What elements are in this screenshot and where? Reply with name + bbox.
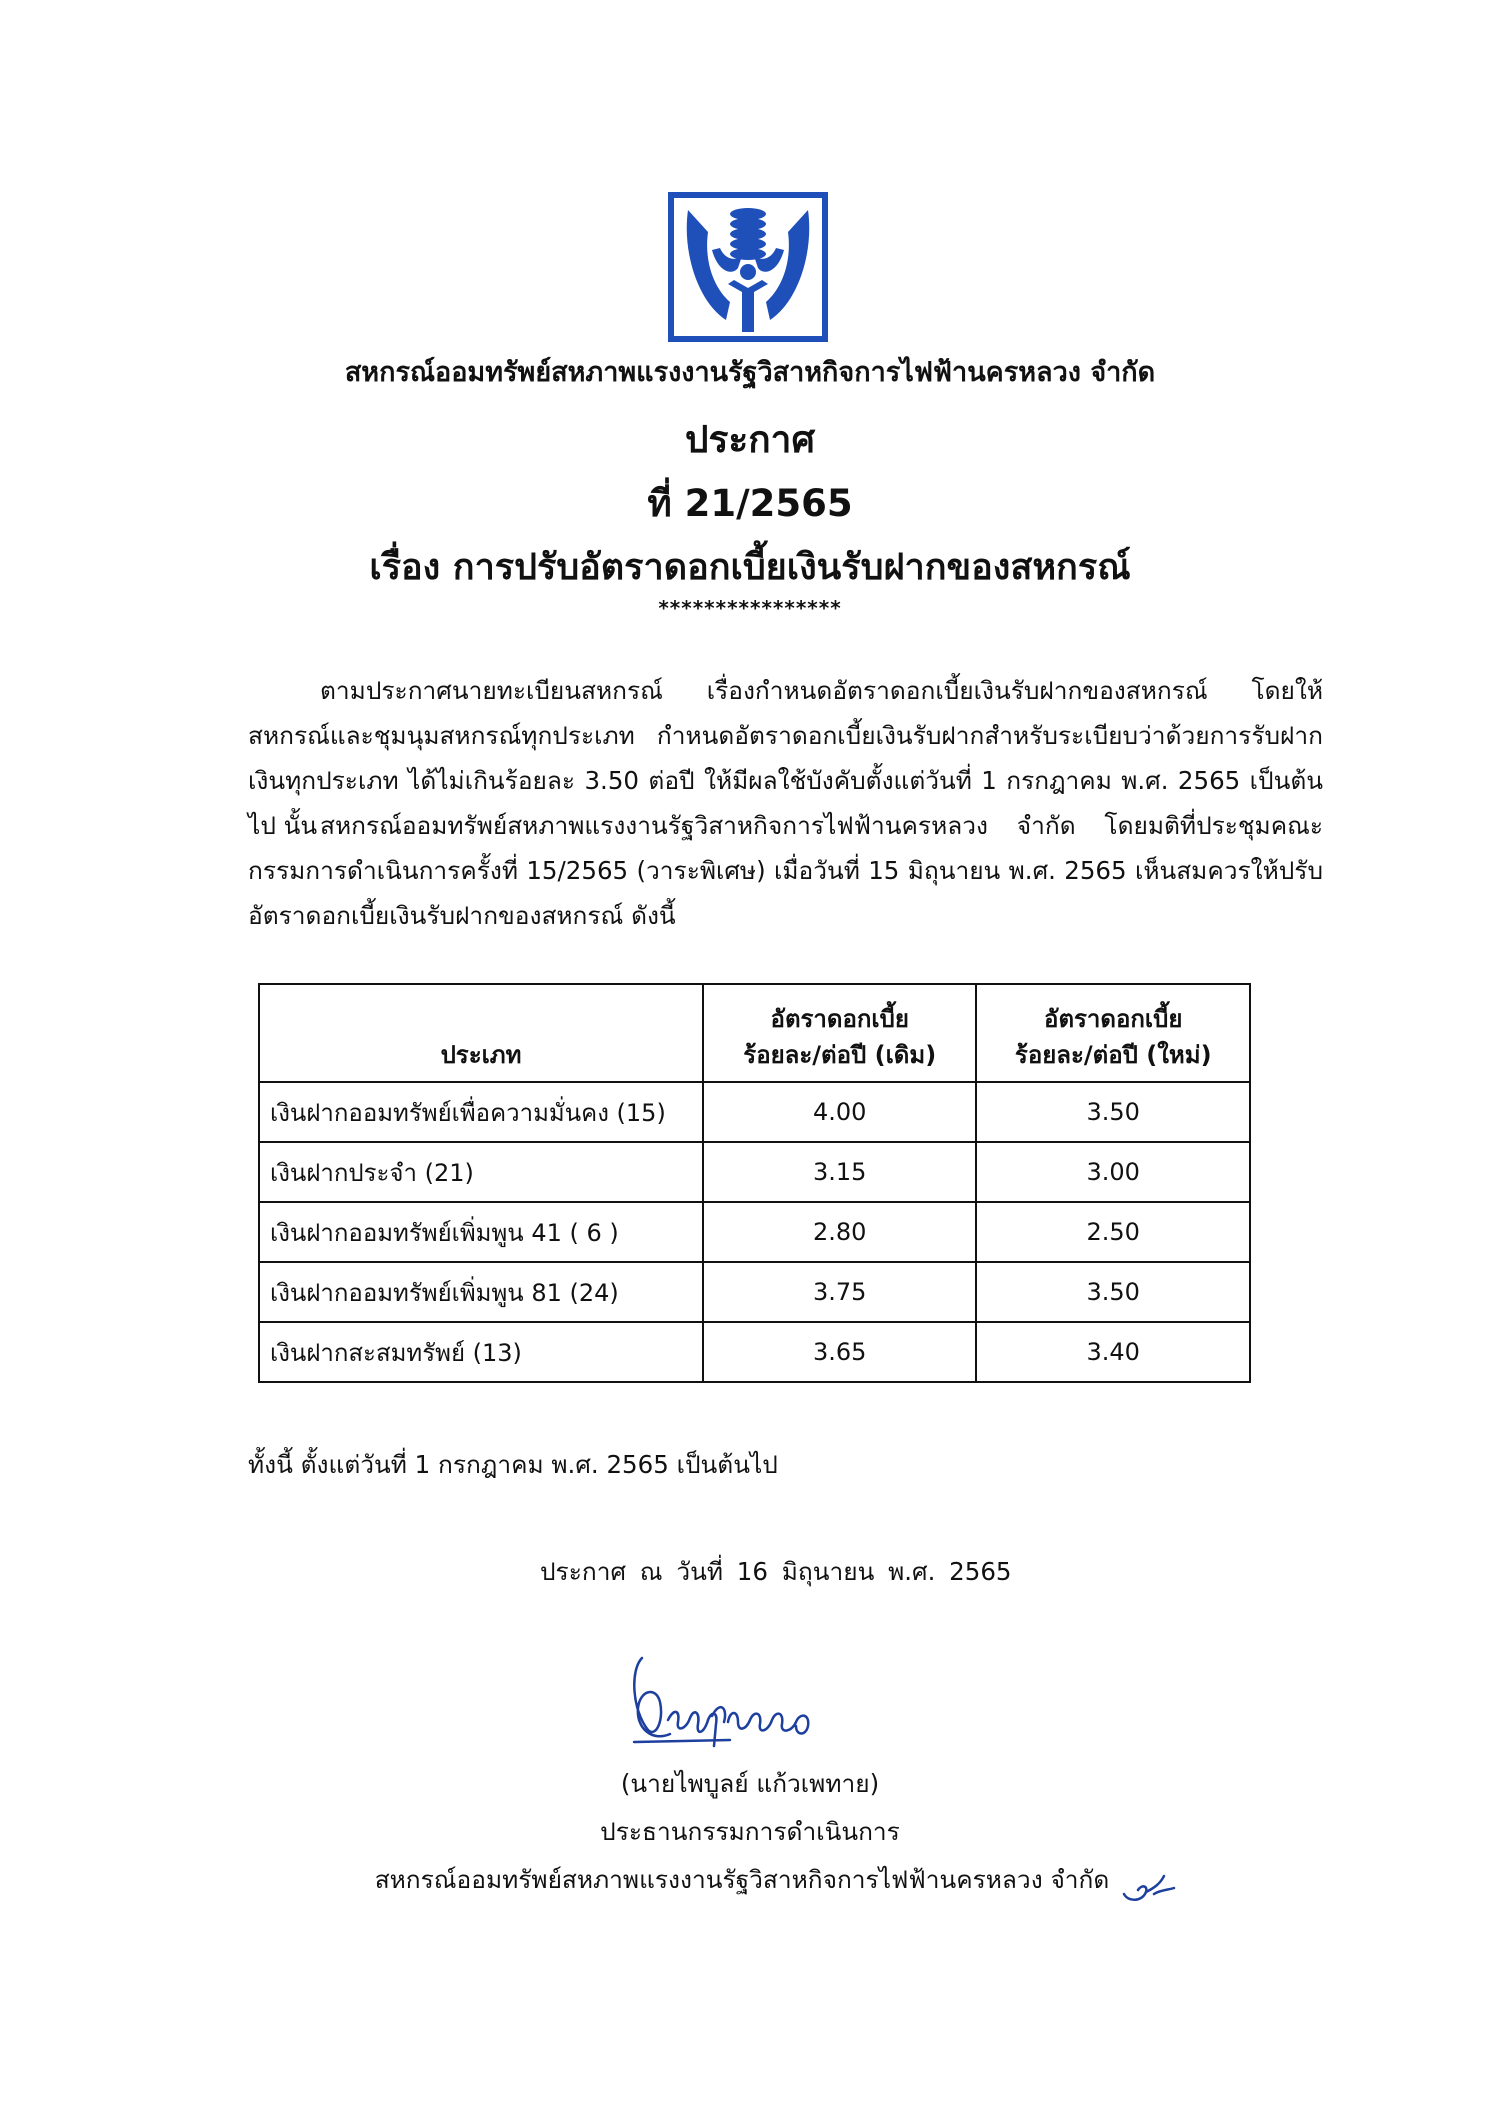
deposit-type-cell: เงินฝากออมทรัพย์เพื่อความมั่นคง (15) — [259, 1082, 703, 1142]
body-paragraph-2: สหกรณ์ออมทรัพย์สหภาพแรงงานรัฐวิสาหกิจการไฟฟ้านครหลวง จำกัด โดยมติที่ประชุมคณะกรรมการดำเนินการครั้งที่ 15/2565 (วาระพิเศษ) เมื่อวันที่ 15 มิถุนายน พ.ศ. 2565 เห็นสมควรให้ปรับอัตราดอกเบี้ยเงินรับฝากของสหกรณ์ ดังนี้ — [248, 811, 1323, 930]
header-new-rate — [976, 984, 1250, 1082]
old-rate-cell: 3.65 — [703, 1322, 977, 1382]
deposit-type-cell: เงินฝากออมทรัพย์เพิ่มพูน 41 ( 6 ) — [259, 1202, 703, 1262]
table-row — [259, 1322, 1250, 1382]
signer-organization: สหกรณ์ออมทรัพย์สหภาพแรงงานรัฐวิสาหกิจการไฟฟ้านครหลวง จำกัด — [374, 1865, 1110, 1894]
old-rate-cell: 3.15 — [703, 1142, 977, 1202]
signer-name: (นายไพบูลย์ แก้วเพทาย) — [620, 1769, 880, 1798]
body-paragraph-1: ตามประกาศนายทะเบียนสหกรณ์ เรื่องกำหนดอัตราดอกเบี้ยเงินรับฝากของสหกรณ์ โดยให้สหกรณ์และชุมนุมสหกรณ์ทุกประเภท กำหนดอัตราดอกเบี้ยเงินรับฝากสำหรับระเบียบว่าด้วยการรับฝากเงินทุกประเภท ได้ไม่เกินร้อยละ 3.50 ต่อปี ให้มีผลใช้บังคับตั้งแต่วันที่ 1 กรกฎาคม พ.ศ. 2565 เป็นต้นไป นั้น — [248, 676, 1323, 840]
new-rate-cell: 3.50 — [976, 1082, 1250, 1142]
table-row — [259, 1202, 1250, 1262]
header-type: ประเภท — [259, 984, 703, 1082]
header-new-rate-line2: ร้อยละ/ต่อปี (ใหม่) — [1014, 1041, 1212, 1069]
table-row — [259, 1262, 1250, 1322]
table-row — [259, 1082, 1250, 1142]
announcement-title: ประกาศ — [685, 418, 815, 461]
new-rate-cell: 3.00 — [976, 1142, 1250, 1202]
announcement-date: ประกาศ ณ วันที่ 16 มิถุนายน พ.ศ. 2565 — [540, 1557, 1012, 1586]
effective-date-text: ทั้งนี้ ตั้งแต่วันที่ 1 กรกฎาคม พ.ศ. 2565 เป็นต้นไป — [248, 1450, 778, 1479]
header-old-rate — [703, 984, 977, 1082]
announcement-subject: เรื่อง การปรับอัตราดอกเบี้ยเงินรับฝากของสหกรณ์ — [369, 547, 1131, 588]
old-rate-cell: 3.75 — [703, 1262, 977, 1322]
interest-rate-table — [258, 983, 1251, 1383]
signer-role: ประธานกรรมการดำเนินการ — [600, 1817, 900, 1846]
header-new-rate-line1: อัตราดอกเบี้ย — [1044, 1005, 1183, 1033]
deposit-type-cell: เงินฝากสะสมทรัพย์ (13) — [259, 1322, 703, 1382]
old-rate-cell: 4.00 — [703, 1082, 977, 1142]
org-name-heading: สหกรณ์ออมทรัพย์สหภาพแรงงานรัฐวิสาหกิจการไฟฟ้านครหลวง จำกัด — [344, 357, 1156, 388]
new-rate-cell: 3.50 — [976, 1262, 1250, 1322]
table-header-row — [259, 984, 1250, 1082]
initials-mark — [1120, 1868, 1176, 1908]
old-rate-cell: 2.80 — [703, 1202, 977, 1262]
deposit-type-cell: เงินฝากประจำ (21) — [259, 1142, 703, 1202]
table-row — [259, 1142, 1250, 1202]
signature-image — [620, 1650, 830, 1750]
deposit-type-cell: เงินฝากออมทรัพย์เพิ่มพูน 81 (24) — [259, 1262, 703, 1322]
new-rate-cell: 3.40 — [976, 1322, 1250, 1382]
announcement-number: ที่ 21/2565 — [647, 482, 853, 525]
header-old-rate-line1: อัตราดอกเบี้ย — [770, 1005, 909, 1033]
header-old-rate-line2: ร้อยละ/ต่อปี (เดิม) — [743, 1041, 937, 1069]
cooperative-logo — [668, 192, 828, 342]
new-rate-cell: 2.50 — [976, 1202, 1250, 1262]
separator-stars: **************** — [658, 596, 842, 620]
